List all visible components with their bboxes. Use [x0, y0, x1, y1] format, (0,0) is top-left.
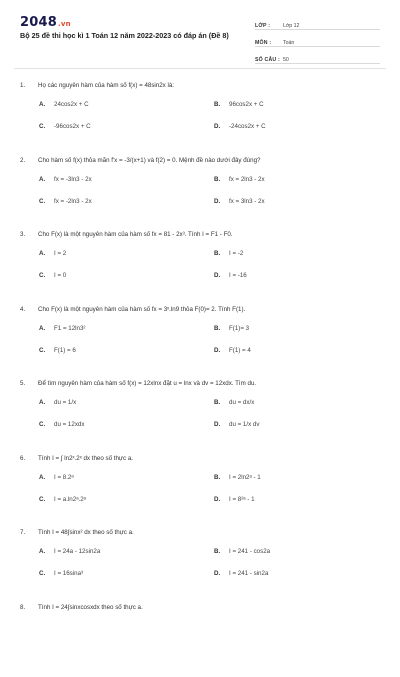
- question-item: [20, 81, 385, 156]
- option-letter: B.: [214, 547, 229, 557]
- question-line: [20, 528, 385, 538]
- question-item: [20, 603, 385, 677]
- answer-options: [39, 175, 385, 207]
- option-text: I = a.ln2ᵃ.2ᵃ: [54, 495, 86, 505]
- answer-option[interactable]: [214, 197, 389, 207]
- answer-option[interactable]: [214, 122, 389, 132]
- header-divider: [14, 68, 386, 69]
- answer-options: [39, 100, 385, 132]
- site-logo[interactable]: [20, 15, 71, 30]
- answer-option[interactable]: [214, 271, 389, 281]
- question-line: [20, 230, 385, 240]
- answer-option[interactable]: [214, 249, 389, 259]
- question-item: [20, 156, 385, 231]
- question-item: [20, 528, 385, 603]
- meta-row-subject: [255, 33, 380, 47]
- answer-option[interactable]: [214, 324, 389, 334]
- option-text: fx = -3ln3 - 2x: [54, 175, 92, 185]
- meta-key: LỚP :: [255, 23, 283, 29]
- option-letter: A.: [39, 473, 54, 483]
- question-number: 1.: [20, 81, 38, 91]
- option-letter: D.: [214, 569, 229, 579]
- option-text: 96cos2x + C: [229, 100, 264, 110]
- question-text: Tính I = 48∫sinx² dx theo số thực a.: [38, 528, 385, 538]
- answer-option[interactable]: [39, 100, 214, 110]
- option-text: I = 8.2ᵃ: [54, 473, 74, 483]
- option-text: fx = 2ln3 - 2x: [229, 175, 265, 185]
- option-letter: A.: [39, 324, 54, 334]
- option-letter: B.: [214, 398, 229, 408]
- option-text: F(1) = 6: [54, 346, 76, 356]
- question-number: 7.: [20, 528, 38, 538]
- question-number: 6.: [20, 454, 38, 464]
- option-letter: C.: [39, 346, 54, 356]
- answer-option[interactable]: [214, 547, 389, 557]
- option-text: du = 1/x dv: [229, 420, 259, 430]
- question-line: [20, 305, 385, 315]
- answer-options: [39, 547, 385, 579]
- meta-key: MÔN :: [255, 40, 283, 46]
- option-text: I = -2: [229, 249, 243, 259]
- option-letter: B.: [214, 249, 229, 259]
- question-text: Để tìm nguyên hàm của hàm số f(x) = 12xlnx đặt u = lnx và dv = 12xdx. Tìm du.: [38, 379, 385, 389]
- option-text: 24cos2x + C: [54, 100, 89, 110]
- meta-row-count: [255, 50, 380, 64]
- option-text: du = 12xdx: [54, 420, 84, 430]
- question-text: Cho hàm số f(x) thỏa mãn f'x = -3/(x+1) và f(2) = 0. Mệnh đề nào dưới đây đúng?: [38, 156, 385, 166]
- option-letter: C.: [39, 495, 54, 505]
- option-letter: B.: [214, 100, 229, 110]
- option-letter: B.: [214, 473, 229, 483]
- question-item: [20, 305, 385, 380]
- logo-main-text: 2048: [20, 15, 57, 30]
- question-text: Cho F(x) là một nguyên hàm của hàm số fx = 81 - 2x³. Tính I = F1 - F0.: [38, 230, 385, 240]
- answer-option[interactable]: [39, 175, 214, 185]
- option-letter: C.: [39, 569, 54, 579]
- meta-row-class: [255, 16, 380, 30]
- question-line: [20, 454, 385, 464]
- answer-option[interactable]: [39, 495, 214, 505]
- question-number: 4.: [20, 305, 38, 315]
- meta-value: Toán: [283, 40, 294, 46]
- question-text: Tính I = ∫ ln2ˣ.2ˣ dx theo số thực a.: [38, 454, 385, 464]
- option-text: F(1)= 3: [229, 324, 249, 334]
- answer-options: [39, 249, 385, 281]
- option-letter: D.: [214, 420, 229, 430]
- question-line: [20, 603, 385, 613]
- answer-option[interactable]: [39, 420, 214, 430]
- answer-options: [39, 324, 385, 356]
- option-text: I = -16: [229, 271, 247, 281]
- option-text: du = 1/x: [54, 398, 76, 408]
- option-text: I = 2: [54, 249, 66, 259]
- question-item: [20, 379, 385, 454]
- option-letter: A.: [39, 100, 54, 110]
- option-text: I = 241 - cos2a: [229, 547, 270, 557]
- option-letter: C.: [39, 122, 54, 132]
- answer-option[interactable]: [214, 398, 389, 408]
- answer-option[interactable]: [39, 569, 214, 579]
- option-letter: C.: [39, 271, 54, 281]
- option-letter: D.: [214, 197, 229, 207]
- question-line: [20, 379, 385, 389]
- answer-option[interactable]: [214, 420, 389, 430]
- question-text: Cho F(x) là một nguyên hàm của hàm số fx = 3ˣ.ln9 thỏa F(0)= 2. Tính F(1).: [38, 305, 385, 315]
- option-letter: B.: [214, 324, 229, 334]
- option-letter: C.: [39, 197, 54, 207]
- option-text: I = 241 - sin2a: [229, 569, 268, 579]
- answer-option[interactable]: [39, 197, 214, 207]
- option-letter: C.: [39, 420, 54, 430]
- option-text: I = 16sina³: [54, 569, 83, 579]
- question-number: 3.: [20, 230, 38, 240]
- answer-option[interactable]: [214, 569, 389, 579]
- option-text: I = 24a - 12sin2a: [54, 547, 100, 557]
- question-number: 2.: [20, 156, 38, 166]
- question-number: 5.: [20, 379, 38, 389]
- meta-value: 50: [283, 57, 289, 63]
- answer-option[interactable]: [214, 473, 389, 483]
- answer-options: [39, 398, 385, 430]
- meta-key: SỐ CÂU :: [255, 57, 283, 63]
- option-text: I = 8²ᵃ - 1: [229, 495, 255, 505]
- question-item: [20, 230, 385, 305]
- option-letter: A.: [39, 249, 54, 259]
- answer-option[interactable]: [39, 271, 214, 281]
- option-text: -24cos2x + C: [229, 122, 266, 132]
- answer-option[interactable]: [39, 547, 214, 557]
- answer-option[interactable]: [214, 175, 389, 185]
- option-text: fx = 3ln3 - 2x: [229, 197, 265, 207]
- question-text: Tính I = 24∫sinxcosxdx theo số thực a.: [38, 603, 385, 613]
- option-letter: A.: [39, 175, 54, 185]
- answer-option[interactable]: [214, 100, 389, 110]
- option-letter: D.: [214, 271, 229, 281]
- option-letter: D.: [214, 495, 229, 505]
- document-header: [0, 0, 400, 66]
- answer-option[interactable]: [214, 346, 389, 356]
- option-text: -96cos2x + C: [54, 122, 91, 132]
- option-letter: D.: [214, 346, 229, 356]
- option-letter: A.: [39, 398, 54, 408]
- answer-option[interactable]: [39, 473, 214, 483]
- answer-option[interactable]: [39, 324, 214, 334]
- option-text: F(1) = 4: [229, 346, 251, 356]
- option-text: I = 2ln2ᵃ - 1: [229, 473, 261, 483]
- meta-value: Lớp 12: [283, 23, 299, 29]
- question-number: 8.: [20, 603, 38, 613]
- option-letter: D.: [214, 122, 229, 132]
- option-letter: B.: [214, 175, 229, 185]
- option-text: F1 = 12ln3²: [54, 324, 85, 334]
- answer-option[interactable]: [39, 346, 214, 356]
- option-text: fx = -2ln3 - 2x: [54, 197, 92, 207]
- option-text: du = dx/x: [229, 398, 254, 408]
- question-line: [20, 156, 385, 166]
- answer-option[interactable]: [39, 249, 214, 259]
- option-letter: A.: [39, 547, 54, 557]
- answer-option[interactable]: [214, 495, 389, 505]
- answer-option[interactable]: [39, 398, 214, 408]
- option-text: I = 0: [54, 271, 66, 281]
- question-item: [20, 454, 385, 529]
- question-line: [20, 81, 385, 91]
- answer-options: [39, 473, 385, 505]
- question-list: [20, 81, 385, 677]
- answer-option[interactable]: [39, 122, 214, 132]
- question-text: Họ các nguyên hàm của hàm số f(x) = 48sin2x là:: [38, 81, 385, 91]
- document-title: Bộ 25 đề thi học kì 1 Toán 12 năm 2022-2023 có đáp án (Đề 8): [20, 31, 250, 40]
- logo-suffix-text: .vn: [58, 20, 71, 28]
- meta-table: [255, 16, 380, 67]
